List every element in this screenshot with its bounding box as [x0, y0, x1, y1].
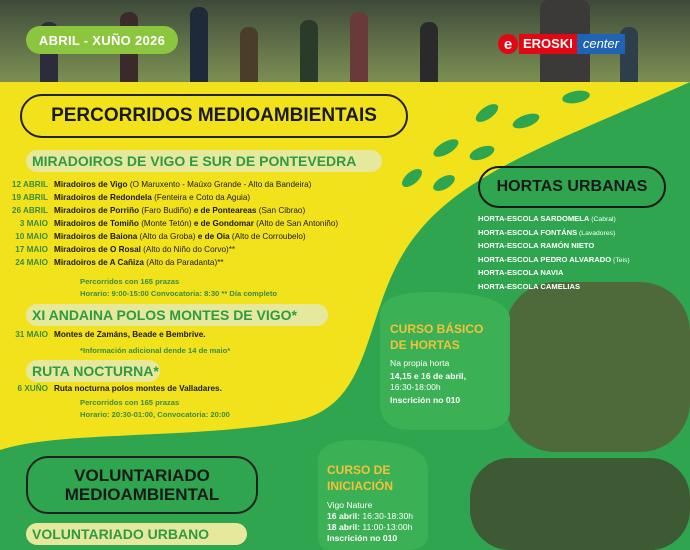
nocturna-note-places: Percorridos con 165 prazas	[80, 398, 180, 407]
curso-basico-place: Na propia horta	[390, 358, 450, 368]
route-date: 19 ABRIL	[11, 193, 48, 202]
horta-name: HORTA-ESCOLA RAMÓN NIETO	[478, 241, 595, 250]
route-detail: (Alto da Paradanta)**	[143, 258, 224, 267]
andaina-note: *Información adicional dende 14 de maio*	[80, 346, 231, 355]
route-detail-2: (Alto de San Antoniño)	[253, 219, 339, 228]
hortas-title: HORTAS URBANAS	[478, 166, 666, 208]
curso-iniciacion-date-2	[327, 522, 412, 533]
nocturna-row	[0, 384, 222, 393]
route-detail-2: (San Cibrao)	[256, 206, 306, 215]
route-name: Miradoiros de O Rosal	[54, 245, 141, 254]
andaina-date: 31 MAIO	[15, 330, 48, 339]
curso-iniciacion-place: Vigo Nature	[327, 500, 373, 510]
date-range-badge: ABRIL - XUÑO 2026	[26, 26, 178, 54]
route-row	[0, 219, 338, 228]
routes-note-schedule: Horario: 9:00-15:00 Convocatoria: 8:30 ** Día completo	[80, 289, 278, 298]
route-name: Miradoiros de Baiona	[54, 232, 138, 241]
route-row	[0, 245, 235, 254]
route-name-2: e de Gondomar	[193, 219, 254, 228]
route-date: 3 MAIO	[19, 219, 48, 228]
percorridos-title: PERCORRIDOS MEDIOAMBIENTAIS	[20, 94, 408, 138]
curso-iniciacion-title-1: CURSO DE	[327, 463, 391, 477]
route-row	[0, 180, 311, 189]
nocturna-date: 6 XUÑO	[17, 384, 48, 393]
route-date: 17 MAIO	[15, 245, 48, 254]
sponsor-brand: EROSKI	[519, 34, 577, 54]
route-detail-2: (Alto de Corroubelo)	[229, 232, 306, 241]
voluntariado-title-line-2: MEDIOAMBIENTAL	[64, 485, 220, 504]
curso-iniciacion-date-1-label: 16 abril:	[327, 511, 360, 521]
curso-iniciacion-date-2-hours: 11:00-13:00h	[359, 522, 413, 532]
curso-basico-signup: Inscrición no 010	[390, 395, 461, 405]
route-name: Miradoiros de Vigo	[54, 180, 128, 189]
route-row	[0, 206, 305, 215]
route-name: Miradoiros de A Cañiza	[54, 258, 144, 267]
route-row	[0, 232, 306, 241]
voluntariado-title-line-1: VOLUNTARIADO	[74, 466, 210, 485]
route-date: 12 ABRIL	[11, 180, 48, 189]
eroski-e-icon: e	[498, 34, 518, 54]
sponsor-suffix: center	[577, 34, 625, 54]
horta-list-item	[478, 255, 630, 264]
voluntariado-urbano-title: VOLUNTARIADO URBANO	[26, 523, 247, 545]
andaina-title: XI ANDAINA POLOS MONTES DE VIGO*	[26, 304, 328, 326]
route-detail: (Faro Budiño)	[139, 206, 194, 215]
route-date: 10 MAIO	[15, 232, 48, 241]
route-date: 24 MAIO	[15, 258, 48, 267]
miradoiros-title: MIRADOIROS DE VIGO E SUR DE PONTEVEDRA	[26, 150, 382, 172]
routes-note-places: Percorridos con 165 prazas	[80, 277, 180, 286]
horta-list-item	[478, 241, 594, 250]
andaina-text: Montes de Zamáns, Beade e Bembrive.	[54, 330, 206, 339]
route-detail: (Monte Tetón)	[138, 219, 194, 228]
horta-list-item	[478, 282, 580, 291]
horta-list-item	[478, 228, 615, 237]
curso-iniciacion-date-1-hours: 16:30-18:30h	[359, 511, 414, 521]
curso-iniciacion-date-1	[327, 511, 413, 522]
route-name-2: e de Ponteareas	[193, 206, 257, 215]
nocturna-title: RUTA NOCTURNA*	[26, 360, 160, 382]
horta-name: HORTA-ESCOLA FONTÁNS	[478, 227, 578, 237]
route-name: Miradoiros de Tomiño	[54, 219, 139, 228]
route-row	[0, 258, 224, 267]
route-row	[0, 193, 250, 202]
route-detail: (Alto do Niño do Corvo)**	[140, 245, 236, 254]
horta-name: HORTA-ESCOLA PEDRO ALVARADO	[478, 254, 612, 264]
route-name-2: e de Oia	[197, 232, 230, 241]
horta-list-item	[478, 214, 616, 223]
route-detail: (Fenteira e Coto da Aguia)	[151, 193, 251, 202]
horta-name: HORTA-ESCOLA CAMELIAS	[478, 281, 581, 291]
curso-basico-title-2: DE HORTAS	[390, 338, 460, 352]
route-detail: (O Maruxento - Maúxo Grande - Alto da Bandeira)	[127, 180, 312, 189]
route-name: Miradoiros de Porriño	[54, 206, 140, 215]
horta-place: (Cabral)	[589, 216, 616, 223]
curso-basico-title-1: CURSO BÁSICO	[390, 322, 484, 336]
horta-name: HORTA-ESCOLA SARDOMELA	[478, 214, 590, 223]
curso-basico-hours: 16:30-18:00h	[390, 382, 441, 392]
curso-iniciacion-date-2-label: 18 abril:	[327, 522, 360, 532]
route-date: 26 ABRIL	[11, 206, 48, 215]
curso-basico-dates: 14,15 e 16 de abril,	[390, 371, 466, 381]
andaina-row	[0, 330, 206, 339]
horta-place: (Lavadores)	[577, 229, 616, 237]
route-detail: (Alto da Groba)	[137, 232, 198, 241]
route-name: Miradoiros de Redondela	[54, 193, 152, 202]
curso-iniciacion-title-2: INICIACIÓN	[327, 479, 393, 493]
voluntariado-title	[26, 456, 258, 514]
curso-iniciacion-signup: Inscrición no 010	[327, 533, 398, 543]
horta-place: (Teis)	[611, 256, 630, 264]
horta-name: HORTA-ESCOLA NAVIA	[478, 268, 564, 277]
horta-list-item	[478, 268, 564, 277]
nocturna-note-schedule: Horario: 20:30-01:00, Convocatoria: 20:00	[80, 410, 230, 419]
nocturna-text: Ruta nocturna polos montes de Valladares.	[54, 384, 222, 393]
